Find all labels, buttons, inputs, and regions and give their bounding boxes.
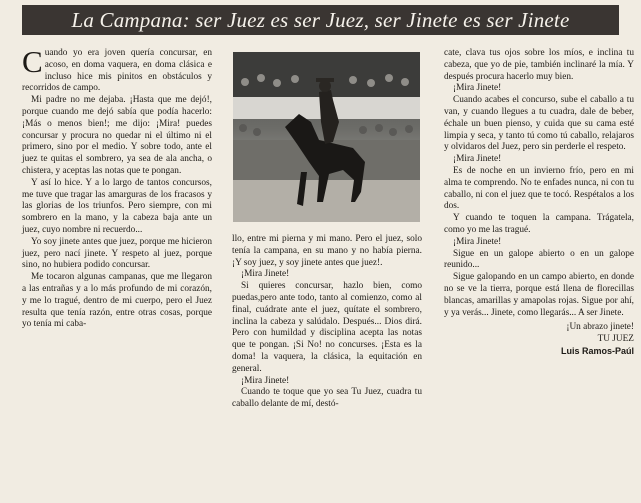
rider-photo xyxy=(233,52,420,222)
paragraph: Yo soy jinete antes que juez, porque me hicieron juez, pero nací jinete. Y respeto al juez, porque sino, no hubiera podido concursar. xyxy=(22,236,212,271)
drop-cap: C xyxy=(22,44,43,79)
paragraph: ¡Mira Jinete! xyxy=(241,269,290,280)
paragraph xyxy=(22,44,212,95)
paragraph: ¡Mira Jinete! xyxy=(453,154,502,165)
author-name: Luis Ramos-Paúl xyxy=(560,345,634,356)
paragraph: Es de noche en un invierno frío, pero en mi alma te comprendo. No te enfades nunca, ni con tu caballo, ni con el juez que te tocó. Respétalos a los dos. xyxy=(444,165,634,212)
column-2 xyxy=(232,234,422,411)
paragraph: cate, clava tus ojos sobre los míos, e inclina tu cabeza, que yo de pie, también inclinaré la mía. Y después procura hacerlo muy bien. xyxy=(444,48,634,82)
paragraph: Mi padre no me dejaba. ¡Hasta que me dejó!, porque cuando me dejó sabía que podía hacerlo: ¡Más o menos bien!; me dijo: ¡Mira! puedes concursar y procura no quedar ni el último ni el primero, sino por el medio. Y sobre todo, ante el juez te quitas el sombrero, ya sea de ala ancha, o chistera, y aceptas las notas que te pongan. xyxy=(22,95,212,176)
paragraph: Cuando acabes el concurso, sube el caballo a tu van, y cuando llegues a tu cuadra, dale de beber, échale un buen pienso, y cuida que su cama esté limpia y seca, y tanto tú como tú caballo, relajaros y olvidaros del Juez, pero sin perderle el respeto. xyxy=(444,95,634,153)
paragraph: ¡Mira Jinete! xyxy=(453,83,502,94)
column-3 xyxy=(444,48,634,358)
paragraph: ¡Mira Jinete! xyxy=(241,375,290,386)
closing-line: ¡Un abrazo jinete! xyxy=(566,322,634,333)
paragraph: Sigue en un galope abierto o en un galope reunido... xyxy=(444,248,634,271)
article-title: La Campana: ser Juez es ser Juez, ser Jinete es ser Jinete xyxy=(71,7,570,32)
paragraph: Y así lo hice. Y a lo largo de tantos concursos, me tuve que tragar las amarguras de los fracasos y las glorias de los triunfos. Pero siempre, con mi sombrero en la mano, y la cabeza baja ante un juez, cuyo nombre ni recuerdo... xyxy=(22,177,212,235)
closing-signoff: TU JUEZ xyxy=(597,334,634,345)
paragraph: Cuando te toque que yo sea Tu Juez, cuadra tu caballo delante de mí, destó- xyxy=(232,387,422,410)
paragraph: Y cuando te toquen la campana. Trágatela, como yo me las tragué. xyxy=(444,213,634,235)
paragraph: Si quieres concursar, hazlo bien, como puedas,pero ante todo, tanto al comienzo, como al final, cuádrate ante el juez, quítate el sombrero, inclina la cabeza y salúdalo. Después... Dios dirá. Pero con humildad y disciplina acepta las notas que te pongan. ¡Si No! no concurses. ¡Esta es la doma! la vaquera, la clásica, la equitación en general. xyxy=(232,281,422,374)
paragraph: llo, entre mi pierna y mi mano. Pero el juez, solo tenía la campana, en su mano y no había pierna. ¡Y soy juez, y soy jinete antes que juez!. xyxy=(232,234,422,268)
paragraph: Me tocaron algunas campanas, que me llegaron a las entrañas y a lo más profundo de mi corazón, y me lo tragué, dentro de mi cuerpo, pero el Juez resulta que tenía razón, entre otras cosas, porque yo tenía mi caba- xyxy=(22,272,212,330)
paragraph: ¡Mira Jinete! xyxy=(453,236,502,247)
title-bar xyxy=(22,5,619,35)
column-1 xyxy=(22,44,212,331)
paragraph-text: uando yo era joven quería concursar, en acoso, en doma vaquera, en doma clásica e incluso hice mis pinitos en obstáculos y recorridos de campo. xyxy=(22,48,212,94)
paragraph: Sigue galopando en un campo abierto, en donde no se ve la tierra, porque está llena de florecillas blancas, amarillas y amapolas rojas. Sigue por ahí, y ya verás... Jinete, como llegarás... A ser Jinete. xyxy=(444,272,634,318)
horse-rider-image xyxy=(233,52,420,222)
